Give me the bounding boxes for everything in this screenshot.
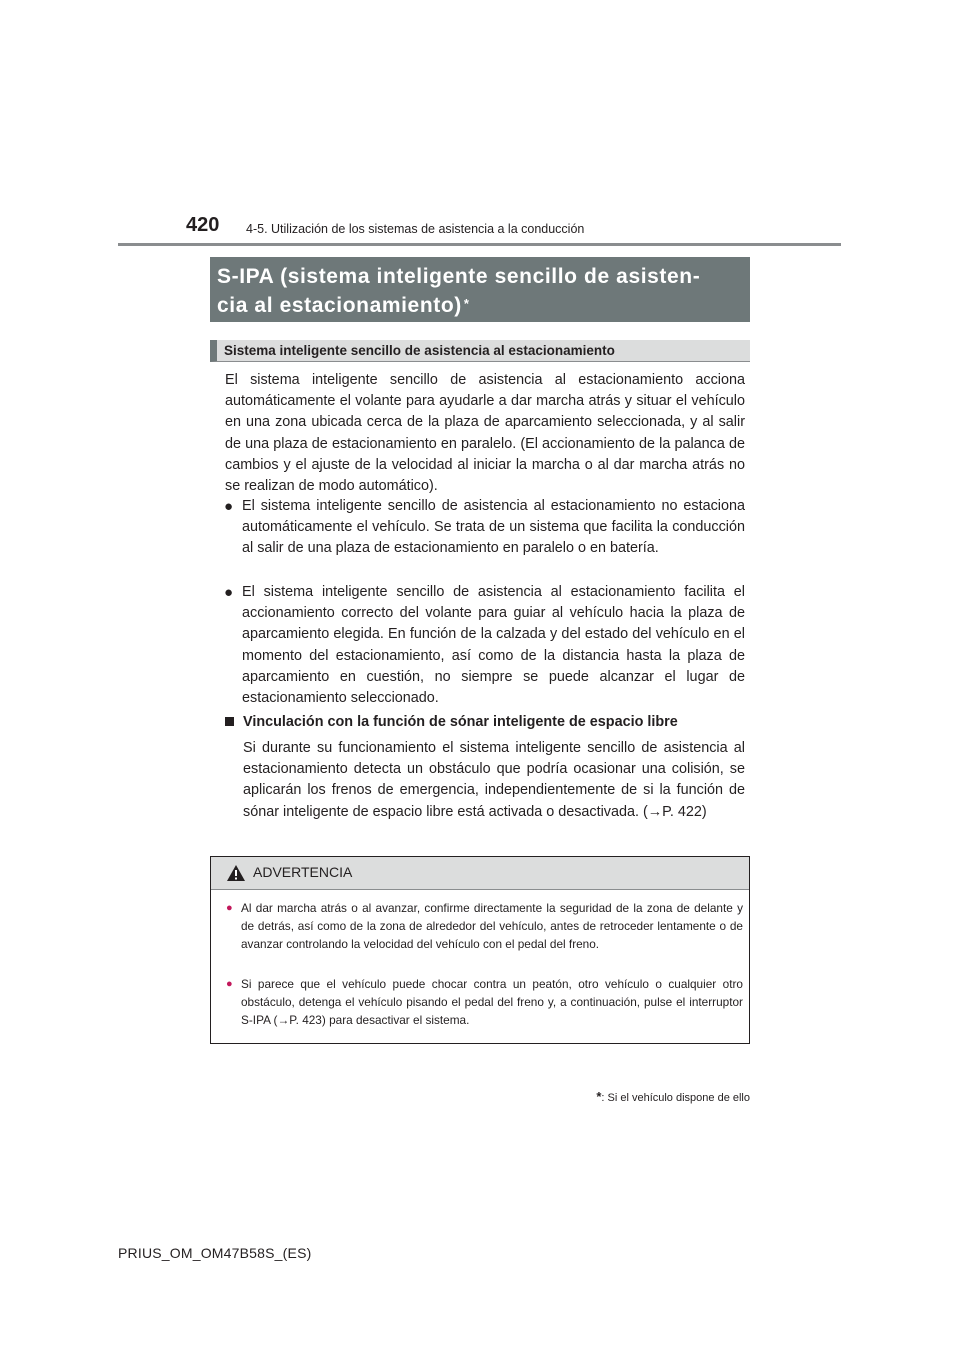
page-number: 420 xyxy=(186,214,220,236)
subsection-title: Vinculación con la función de sónar inteligente de espacio libre xyxy=(243,714,678,730)
footnote-text: : Si el vehículo dispone de ello xyxy=(601,1092,750,1104)
bullet-item-2: El sistema inteligente sencillo de asistencia al estacionamiento facilita el accionamiento correcto del volante para guiar al vehículo hacia la plaza de aparcamiento elegida. En función de la calzada y del estado del vehículo en el momento del estacionamiento, así como de la distancia hasta la plaza de aparcamiento en cuestión, no siempre se puede alcanzar el lugar de estacionamiento seleccionado. xyxy=(242,584,745,707)
subsection-body: Si durante su funcionamiento el sistema inteligente sencillo de asistencia al estacionamiento detecta un obstáculo que podría ocasionar una colisión, se aplicarán los frenos de emergencia, independientemente de si la función de sónar inteligente de espacio libre está activada o desactivada. (→P. 422) xyxy=(243,740,745,820)
bullet-icon: ● xyxy=(224,498,234,515)
square-bullet-icon xyxy=(225,717,234,726)
bullet-item-1: El sistema inteligente sencillo de asistencia al estacionamiento no estaciona automáticamente el vehículo. Se trata de un sistema que facilita la conducción al salir de una plaza de estacionamiento en paralelo o en batería. xyxy=(242,498,745,557)
warning-item-2: Si parece que el vehículo puede chocar contra un peatón, otro vehículo o cualquier otro obstáculo, detenga el vehículo pisando el pedal del freno y, a continuación, pulse el interruptor S-IPA (→P. 423) para desactivar el sistema. xyxy=(241,977,743,1027)
warning-title: ADVERTENCIA xyxy=(253,864,353,880)
page-title-line-2-text: cia al estacionamiento) xyxy=(217,294,462,317)
warning-triangle-icon xyxy=(226,864,246,882)
subheading: Sistema inteligente sencillo de asistencia al estacionamiento xyxy=(210,340,750,362)
warning-bullet-icon: ● xyxy=(226,978,233,990)
document-id: PRIUS_OM_OM47B58S_(ES) xyxy=(118,1245,312,1261)
page-title-line-2 xyxy=(217,291,740,320)
page-title xyxy=(210,257,750,322)
header-rule xyxy=(118,243,841,246)
warning-bullet-icon: ● xyxy=(226,902,233,914)
bullet-icon: ● xyxy=(224,584,234,601)
page-title-line-1: S-IPA (sistema inteligente sencillo de asisten- xyxy=(217,265,701,288)
footnote-asterisk: * xyxy=(596,1089,602,1104)
footnote xyxy=(596,1089,750,1104)
section-path: 4-5. Utilización de los sistemas de asistencia a la conducción xyxy=(246,222,585,236)
intro-paragraph: El sistema inteligente sencillo de asistencia al estacionamiento acciona automáticamente el volante para ayudarle a dar marcha atrás y situar el vehículo en una zona ubicada cerca de la plaza de aparcamiento seleccionada, y al salir de una plaza de estacionamiento en paralelo. (El accionamiento de la palanca de cambios y el ajuste de la velocidad al iniciar la marcha o al dar marcha atrás no se realizan de modo automático). xyxy=(225,372,745,495)
title-asterisk: * xyxy=(463,296,470,311)
warning-item-1: Al dar marcha atrás o al avanzar, confirme directamente la seguridad de la zona de delante y de detrás, así como de la zona de alrededor del vehículo, antes de retroceder lentamente o de avanzar controlando la velocidad del vehículo con el pedal del freno. xyxy=(241,901,743,951)
warning-header xyxy=(211,857,749,890)
warning-box xyxy=(210,856,750,1044)
